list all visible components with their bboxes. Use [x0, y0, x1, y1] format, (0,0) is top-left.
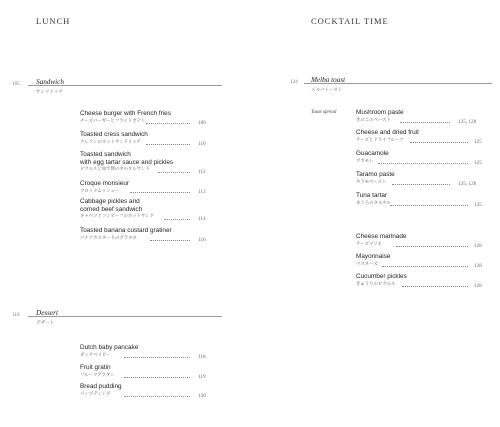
item-subtitle: バナナカスタードのグラタネ — [80, 234, 137, 240]
list-item[interactable] — [356, 150, 476, 164]
item-subtitle: フルーツグラタン — [80, 371, 115, 377]
lunch-heading: LUNCH — [36, 16, 71, 26]
dot-leader — [158, 172, 190, 173]
item-subtitle: タラモペースト — [356, 178, 387, 184]
list-item[interactable] — [356, 233, 476, 247]
section-subtitle-sandwich: サンドイッチ — [36, 89, 64, 94]
cocktail-time-heading: COCKTAIL TIME — [311, 16, 389, 26]
dot-leader — [130, 192, 190, 193]
section-title-dessert: Dessert — [36, 309, 58, 317]
item-title: Toasted cress sandwich — [80, 131, 148, 138]
item-title: Mayonnaise — [356, 253, 391, 260]
item-title: Bread pudding — [80, 383, 122, 390]
dot-leader — [124, 357, 190, 358]
item-title: Taramo paste — [356, 171, 395, 178]
item-title: Croque monsieur — [80, 180, 130, 187]
item-title: Cucumber pickles — [356, 273, 407, 280]
item-page: 112 — [198, 169, 206, 175]
item-subtitle: クロックムッシュー — [80, 187, 120, 193]
item-subtitle: キャベツとコンビーフのホットサンド — [80, 213, 155, 219]
dot-leader — [378, 163, 468, 164]
dot-leader — [382, 266, 468, 267]
item-page: 128 — [474, 243, 482, 249]
dot-leader — [410, 142, 468, 143]
section-subtitle-dessert: デザート — [36, 320, 55, 325]
dot-leader — [150, 240, 190, 241]
item-title: Dutch baby pancake — [80, 344, 139, 351]
list-item[interactable] — [356, 253, 476, 267]
item-page: 128 — [474, 263, 482, 269]
item-subtitle: クレソンのホットサンドイッチ — [80, 138, 141, 144]
item-subtitle: きのこのペースト — [356, 116, 391, 122]
list-item[interactable] — [356, 273, 476, 287]
item-subtitle: きゅうりのピクルス — [356, 280, 396, 286]
dot-leader — [124, 377, 190, 378]
item-title: Cheese and dried fruit — [356, 129, 419, 136]
item-title: Mushroom paste — [356, 109, 404, 116]
item-subtitle: ワカモレ — [356, 157, 374, 163]
item-title: Toasted sandwich — [80, 151, 131, 158]
item-title: Toasted banana custard gratiner — [80, 227, 172, 234]
dot-leader — [396, 246, 468, 247]
item-title-line2: with egg tartar sauce and pickles — [80, 158, 174, 166]
item-page: 128 — [474, 283, 482, 289]
item-page: 125, 128 — [458, 119, 477, 125]
item-page: 114 — [198, 216, 206, 222]
item-page: 125, 128 — [458, 181, 477, 187]
dot-leader — [400, 122, 450, 123]
dot-leader — [402, 286, 468, 287]
dot-leader — [146, 123, 190, 124]
item-subtitle: まぐろのタルタル — [356, 199, 391, 205]
section-title-sandwich: Sandwich — [36, 78, 64, 86]
dot-leader — [146, 144, 190, 145]
item-title: Cabbage pickles and — [80, 198, 140, 205]
item-title: Fruit gratin — [80, 364, 111, 371]
item-subtitle: マヨネーズ — [356, 260, 378, 266]
dot-leader — [392, 184, 450, 185]
section-subtitle-melba-toast: メルバトースト — [311, 87, 343, 92]
item-page: 110 — [198, 141, 206, 147]
item-title: Cheese burger with French fries — [80, 110, 171, 117]
section-page-number: 105 — [12, 81, 20, 87]
item-subtitle: パンプディング — [80, 390, 111, 396]
item-page: 120 — [198, 393, 206, 399]
section-page-number: 118 — [12, 312, 20, 318]
toast-spread-label: Toast spread — [311, 110, 337, 115]
item-page: 113 — [198, 189, 206, 195]
item-title: Tuna tartar — [356, 192, 388, 199]
section-page-number: 124 — [290, 79, 298, 85]
item-subtitle: ピクルスとゆで卵のタルタルサンド — [80, 166, 150, 172]
item-title: Guacamole — [356, 150, 389, 157]
list-item[interactable] — [356, 192, 476, 206]
item-page: 116 — [198, 237, 206, 243]
item-title-line2: corned beef sandwich — [80, 205, 143, 213]
list-item[interactable] — [356, 129, 476, 143]
item-subtitle: チーズとドライフルーツ — [356, 136, 404, 142]
item-page: 119 — [198, 374, 206, 380]
item-subtitle: ダッチベイビー — [80, 351, 111, 357]
section-title-melba-toast: Melba toast — [311, 76, 346, 84]
dot-leader — [124, 396, 190, 397]
item-page: 125 — [474, 139, 482, 145]
item-page: 106 — [198, 120, 206, 126]
item-page: 125 — [474, 160, 482, 166]
item-page: 125 — [474, 202, 482, 208]
item-page: 118 — [198, 354, 206, 360]
item-subtitle: チーズバーガーとフライドポテト — [80, 117, 146, 123]
item-subtitle: チーズマリネ — [356, 240, 382, 246]
dot-leader — [390, 205, 468, 206]
dot-leader — [164, 219, 190, 220]
item-title: Cheese marinade — [356, 233, 407, 240]
